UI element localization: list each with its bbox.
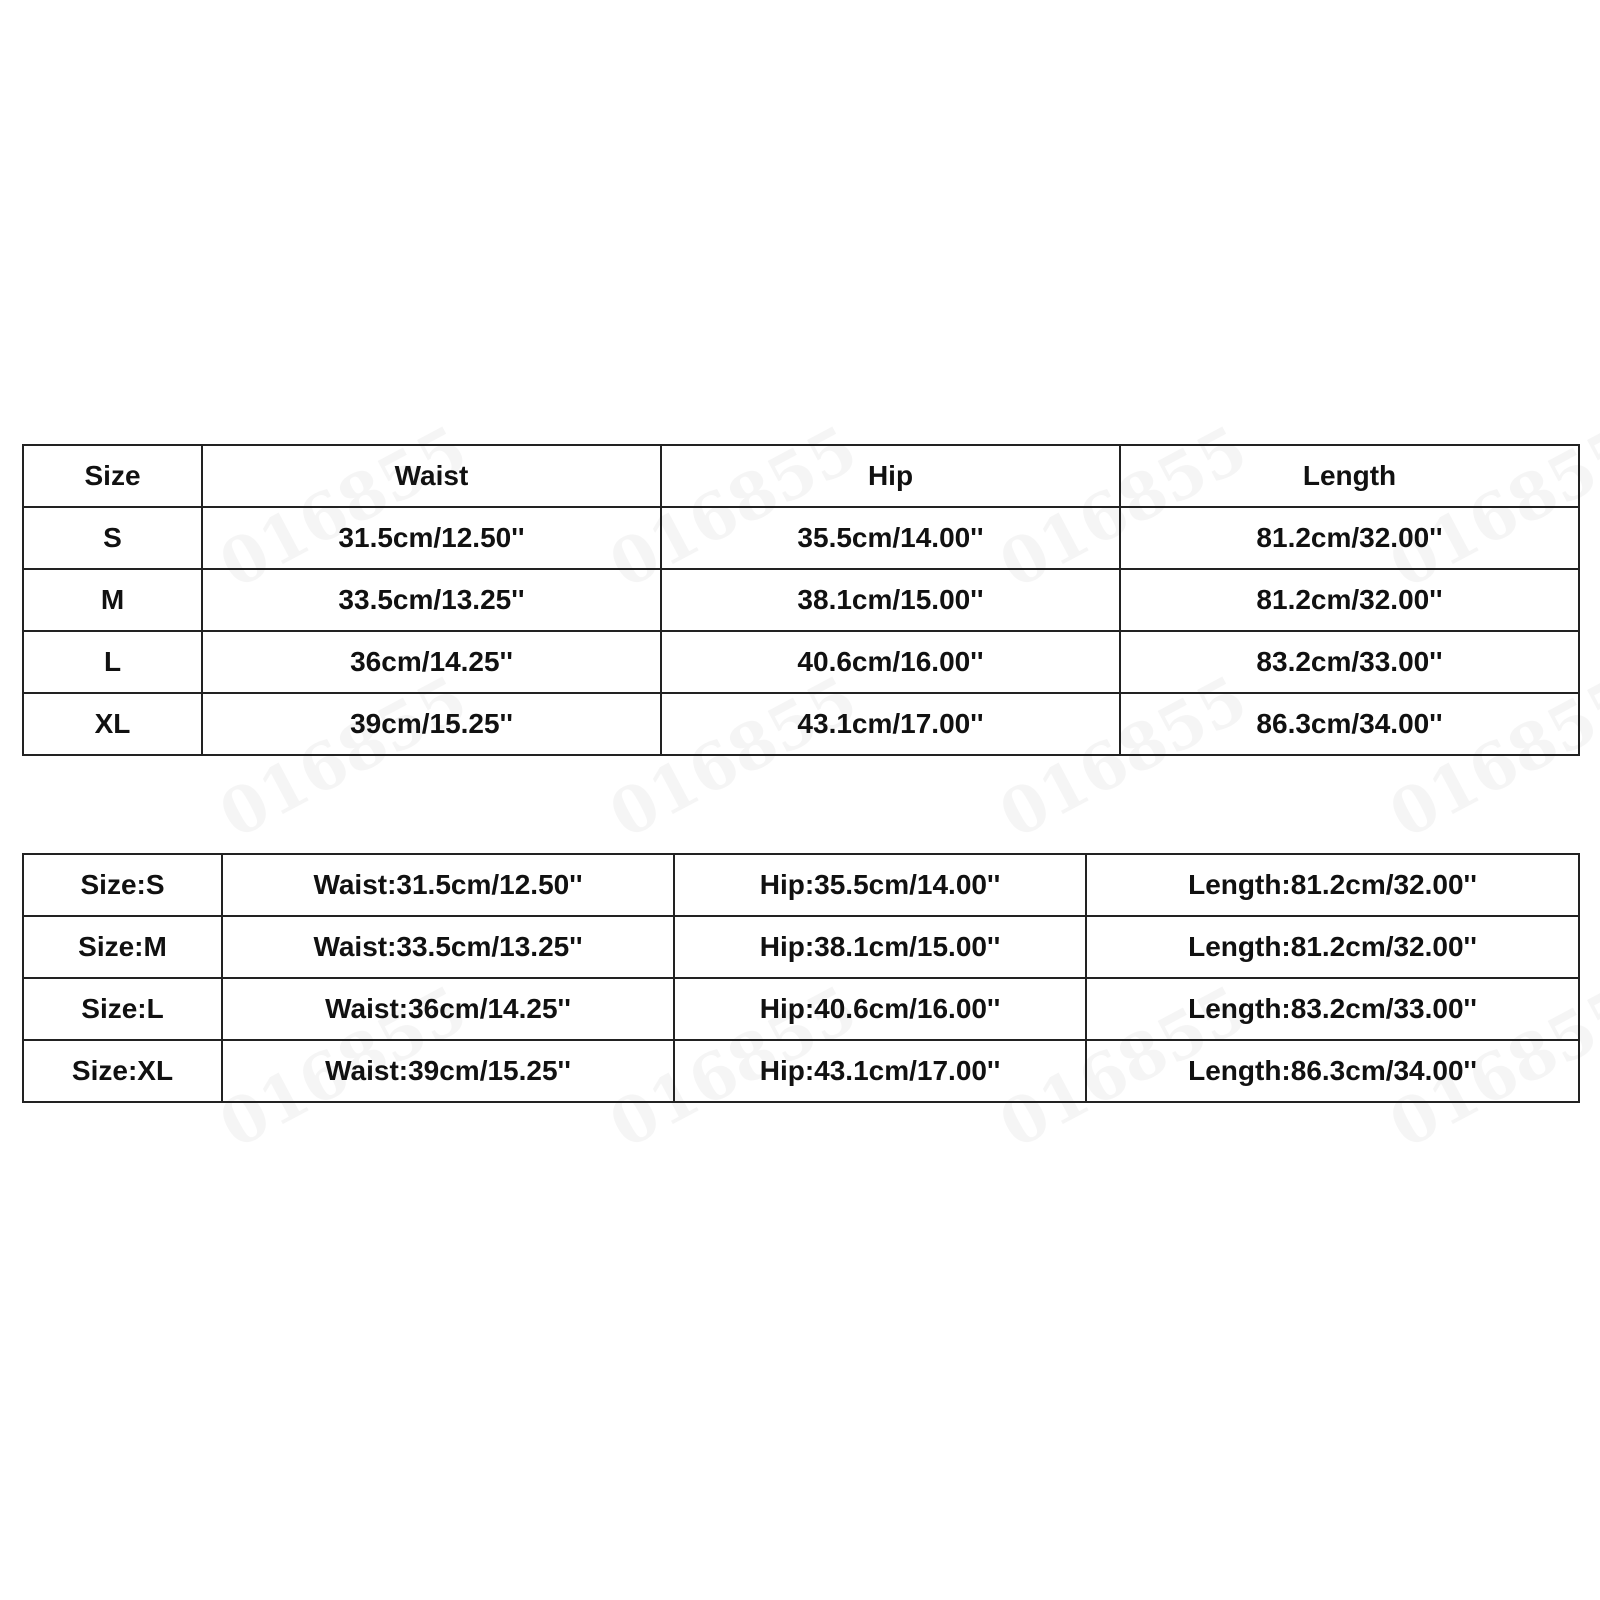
cell-hip: Hip:38.1cm/15.00'' — [674, 916, 1086, 978]
cell-waist: 39cm/15.25'' — [202, 693, 661, 755]
header-waist: Waist — [202, 445, 661, 507]
header-hip: Hip — [661, 445, 1120, 507]
table-row — [23, 854, 1579, 916]
header-size: Size — [23, 445, 202, 507]
cell-length: Length:86.3cm/34.00'' — [1086, 1040, 1579, 1102]
cell-length: 86.3cm/34.00'' — [1120, 693, 1579, 755]
cell-waist: 36cm/14.25'' — [202, 631, 661, 693]
cell-waist: Waist:33.5cm/13.25'' — [222, 916, 674, 978]
table-header-row — [23, 445, 1579, 507]
size-chart-table — [22, 444, 1580, 756]
cell-size: XL — [23, 693, 202, 755]
cell-waist: 31.5cm/12.50'' — [202, 507, 661, 569]
cell-length: Length:81.2cm/32.00'' — [1086, 854, 1579, 916]
cell-waist: 33.5cm/13.25'' — [202, 569, 661, 631]
cell-length: 81.2cm/32.00'' — [1120, 569, 1579, 631]
table-row — [23, 1040, 1579, 1102]
cell-size: Size:L — [23, 978, 222, 1040]
labeled-size-chart-table — [22, 853, 1580, 1103]
cell-size: M — [23, 569, 202, 631]
cell-hip: 35.5cm/14.00'' — [661, 507, 1120, 569]
cell-hip: Hip:43.1cm/17.00'' — [674, 1040, 1086, 1102]
cell-hip: 40.6cm/16.00'' — [661, 631, 1120, 693]
cell-length: 81.2cm/32.00'' — [1120, 507, 1579, 569]
cell-size: L — [23, 631, 202, 693]
cell-length: Length:81.2cm/32.00'' — [1086, 916, 1579, 978]
cell-size: S — [23, 507, 202, 569]
cell-hip: 43.1cm/17.00'' — [661, 693, 1120, 755]
table-row — [23, 916, 1579, 978]
cell-size: Size:S — [23, 854, 222, 916]
header-length: Length — [1120, 445, 1579, 507]
cell-hip: 38.1cm/15.00'' — [661, 569, 1120, 631]
table-row — [23, 978, 1579, 1040]
cell-waist: Waist:39cm/15.25'' — [222, 1040, 674, 1102]
cell-waist: Waist:36cm/14.25'' — [222, 978, 674, 1040]
table-row — [23, 507, 1579, 569]
table-row — [23, 693, 1579, 755]
cell-hip: Hip:40.6cm/16.00'' — [674, 978, 1086, 1040]
cell-hip: Hip:35.5cm/14.00'' — [674, 854, 1086, 916]
table-row — [23, 569, 1579, 631]
table-row — [23, 631, 1579, 693]
cell-length: 83.2cm/33.00'' — [1120, 631, 1579, 693]
cell-waist: Waist:31.5cm/12.50'' — [222, 854, 674, 916]
cell-size: Size:XL — [23, 1040, 222, 1102]
cell-length: Length:83.2cm/33.00'' — [1086, 978, 1579, 1040]
cell-size: Size:M — [23, 916, 222, 978]
